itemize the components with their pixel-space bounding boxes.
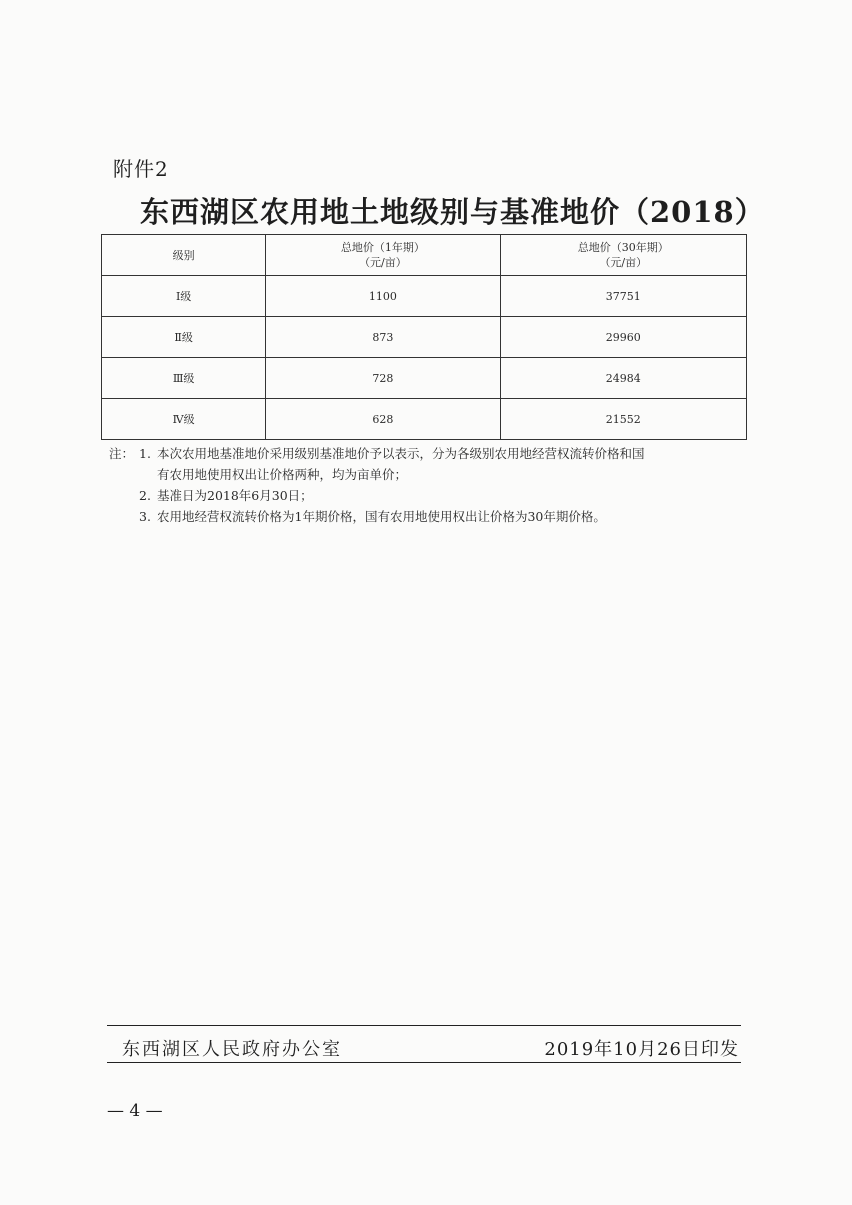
- cell-price-1yr: 873: [266, 317, 500, 358]
- table-row: [102, 399, 747, 440]
- cell-price-30yr: 37751: [500, 276, 746, 317]
- note-text: 农用地经营权流转价格为1年期价格，国有农用地使用权出让价格为30年期价格。: [157, 509, 606, 524]
- issuer: 东西湖区人民政府办公室: [122, 1039, 342, 1060]
- cell-grade: Ⅳ级: [102, 399, 266, 440]
- header-price-30yr: [500, 235, 746, 276]
- note-item: [109, 443, 749, 464]
- header-price-1yr: [266, 235, 500, 276]
- note-text: 基准日为2018年6月30日；: [157, 488, 313, 503]
- header-price-1yr-unit: （元/亩）: [359, 256, 407, 269]
- cell-grade: Ⅰ级: [102, 276, 266, 317]
- cell-grade: Ⅲ级: [102, 358, 266, 399]
- table-row: [102, 358, 747, 399]
- note-text: 本次农用地基准地价采用级别基准地价予以表示，分为各级别农用地经营权流转价格和国: [157, 446, 645, 461]
- attachment-label: 附件2: [113, 157, 169, 181]
- cell-price-30yr: 24984: [500, 358, 746, 399]
- table-row: [102, 317, 747, 358]
- cell-price-1yr: 728: [266, 358, 500, 399]
- cell-price-30yr: 21552: [500, 399, 746, 440]
- cell-price-30yr: 29960: [500, 317, 746, 358]
- note-number: 1.: [139, 446, 151, 461]
- header-price-1yr-label: 总地价（1年期）: [340, 241, 425, 254]
- page-number: — 4 —: [107, 1101, 163, 1121]
- cell-price-1yr: 1100: [266, 276, 500, 317]
- header-price-30yr-label: 总地价（30年期）: [577, 241, 669, 254]
- note-item: [109, 506, 749, 527]
- note-number: 2.: [139, 488, 151, 503]
- table-header-row: [102, 235, 747, 276]
- footer-rule-bottom: [107, 1062, 741, 1063]
- note-item-continued: [109, 464, 749, 485]
- cell-grade: Ⅱ级: [102, 317, 266, 358]
- footer-rule-top: [107, 1025, 741, 1026]
- table-row: [102, 276, 747, 317]
- header-price-30yr-unit: （元/亩）: [599, 256, 648, 269]
- notes-prefix: 注：: [109, 446, 135, 461]
- cell-price-1yr: 628: [266, 399, 500, 440]
- note-text: 有农用地使用权出让价格两种，均为亩单价；: [157, 467, 408, 482]
- note-number: 3.: [139, 509, 151, 524]
- issue-date: 2019年10月26日印发: [544, 1039, 739, 1060]
- document-title: 东西湖区农用地土地级别与基准地价（2018）: [140, 195, 765, 229]
- header-grade: 级别: [102, 235, 266, 276]
- land-price-table: [101, 234, 747, 440]
- notes: [109, 443, 749, 527]
- note-item: [109, 485, 749, 506]
